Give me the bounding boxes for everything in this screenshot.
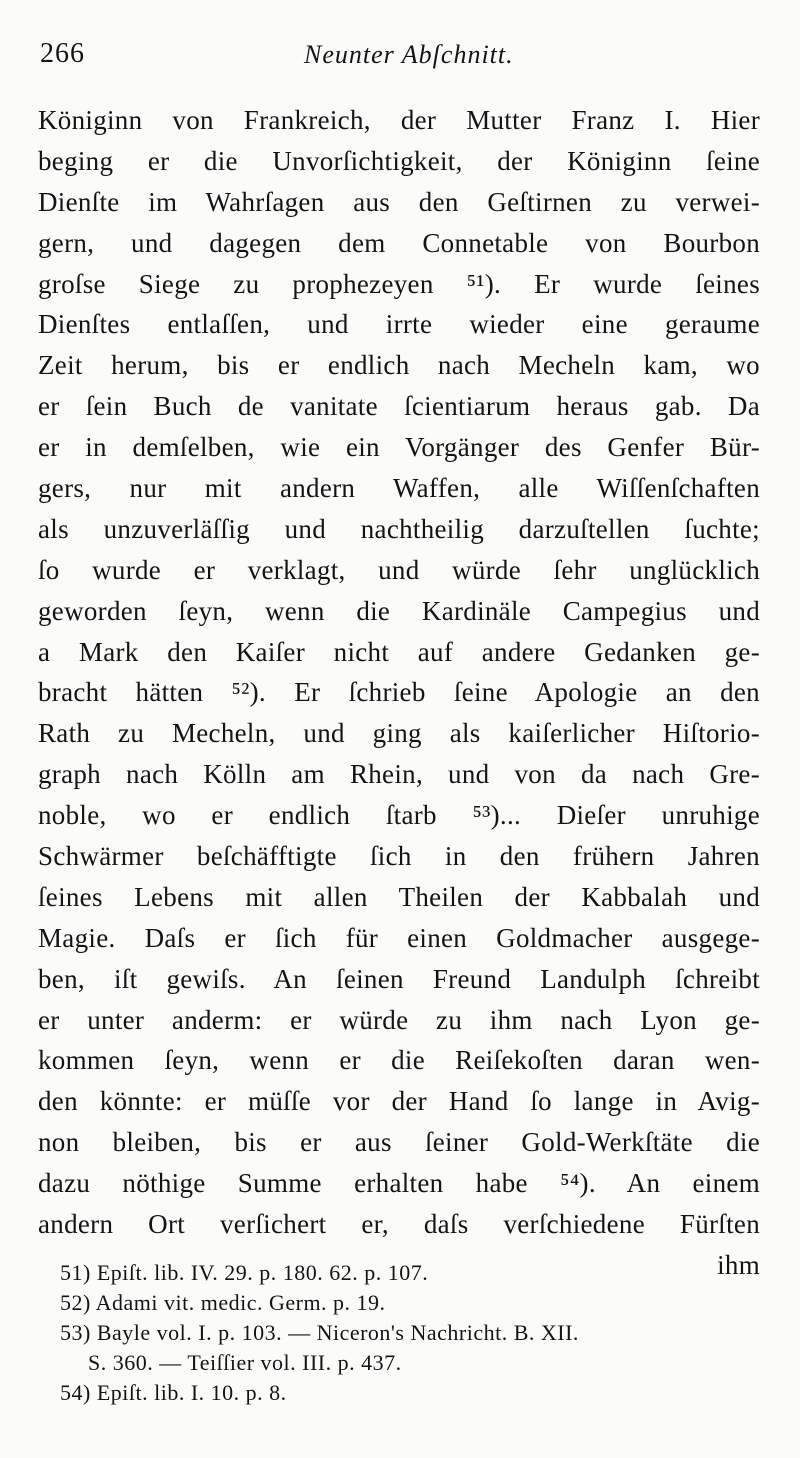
text-line: den könnte: er müſſe vor der Hand ſo lange in Avig- [38, 1086, 760, 1117]
text-line: Rath zu Mecheln, und ging als kaiſerlicher Hiſtorio- [38, 718, 760, 749]
footnote: 51) Epiſt. lib. IV. 29. p. 180. 62. p. 107. [60, 1260, 429, 1285]
text-line: gers, nur mit andern Waffen, alle Wiſſenſchaften [38, 473, 760, 504]
text-line: non bleiben, bis er aus ſeiner Gold-Werkſtäte die [38, 1127, 760, 1158]
text-line: kommen ſeyn, wenn er die Reiſekoſten daran wen- [38, 1045, 760, 1076]
text-line: andern Ort verſichert er, daſs verſchiedene Fürſten [38, 1209, 760, 1240]
page-number: 266 [40, 38, 85, 69]
page-header [36, 38, 760, 82]
text-line: noble, wo er endlich ſtarb ⁵³)... Dieſer unruhige [38, 800, 760, 831]
text-line: er in demſelben, wie ein Vorgänger des Genfer Bür- [38, 432, 760, 463]
text-line: dazu nöthige Summe erhalten habe ⁵⁴). An einem [38, 1168, 760, 1199]
footnote: 53) Bayle vol. I. p. 103. — Niceron's Nachricht. B. XII. [60, 1320, 579, 1345]
text-line: ſo wurde er verklagt, und würde ſehr unglücklich [38, 554, 760, 585]
text-line: gern, und dagegen dem Connetable von Bourbon [38, 227, 760, 258]
text-line: a Mark den Kaiſer nicht auf andere Gedanken ge- [38, 636, 760, 667]
footnote-continuation: S. 360. — Teiſſier vol. III. p. 437. [88, 1350, 402, 1375]
text-line: Magie. Daſs er ſich für einen Goldmacher ausgege- [38, 922, 760, 953]
text-line: er ſein Buch de vanitate ſcientiarum heraus gab. Da [38, 391, 760, 422]
text-line: Zeit herum, bis er endlich nach Mecheln kam, wo [38, 350, 760, 381]
text-line: er unter anderm: er würde zu ihm nach Lyon ge- [38, 1004, 760, 1035]
catchword: ihm [717, 1249, 760, 1280]
text-line: geworden ſeyn, wenn die Kardinäle Campegius und [38, 595, 760, 626]
text-line: als unzuverläſſig und nachtheilig darzuſtellen ſuchte; [38, 513, 760, 544]
text-line: Königinn von Frankreich, der Mutter Franz I. Hier [38, 105, 760, 135]
running-head: Neunter Abſchnitt. [304, 40, 514, 69]
text-line: groſse Siege zu prophezeyen ⁵¹). Er wurde ſeines [38, 268, 760, 299]
text-line: beging er die Unvorſichtigkeit, der Königinn ſeine [38, 145, 760, 176]
text-line: ben, iſt gewiſs. An ſeinen Freund Landulph ſchreibt [38, 963, 760, 994]
text-line: Dienſte im Wahrſagen aus den Geſtirnen zu verwei- [38, 186, 760, 217]
text-line: ſeines Lebens mit allen Theilen der Kabbalah und [38, 881, 760, 912]
footnotes [60, 1258, 760, 1408]
text-line: bracht hätten ⁵²). Er ſchrieb ſeine Apologie an den [38, 677, 760, 708]
footnote: 54) Epiſt. lib. I. 10. p. 8. [60, 1380, 287, 1405]
text-line: graph nach Kölln am Rhein, und von da nach Gre- [38, 759, 760, 790]
body-text [38, 100, 760, 1286]
text-line: Dienſtes entlaſſen, und irrte wieder eine geraume [38, 309, 760, 340]
text-line: Schwärmer beſchäfftigte ſich in den frühern Jahren [38, 841, 760, 872]
footnote: 52) Adami vit. medic. Germ. p. 19. [60, 1290, 386, 1315]
